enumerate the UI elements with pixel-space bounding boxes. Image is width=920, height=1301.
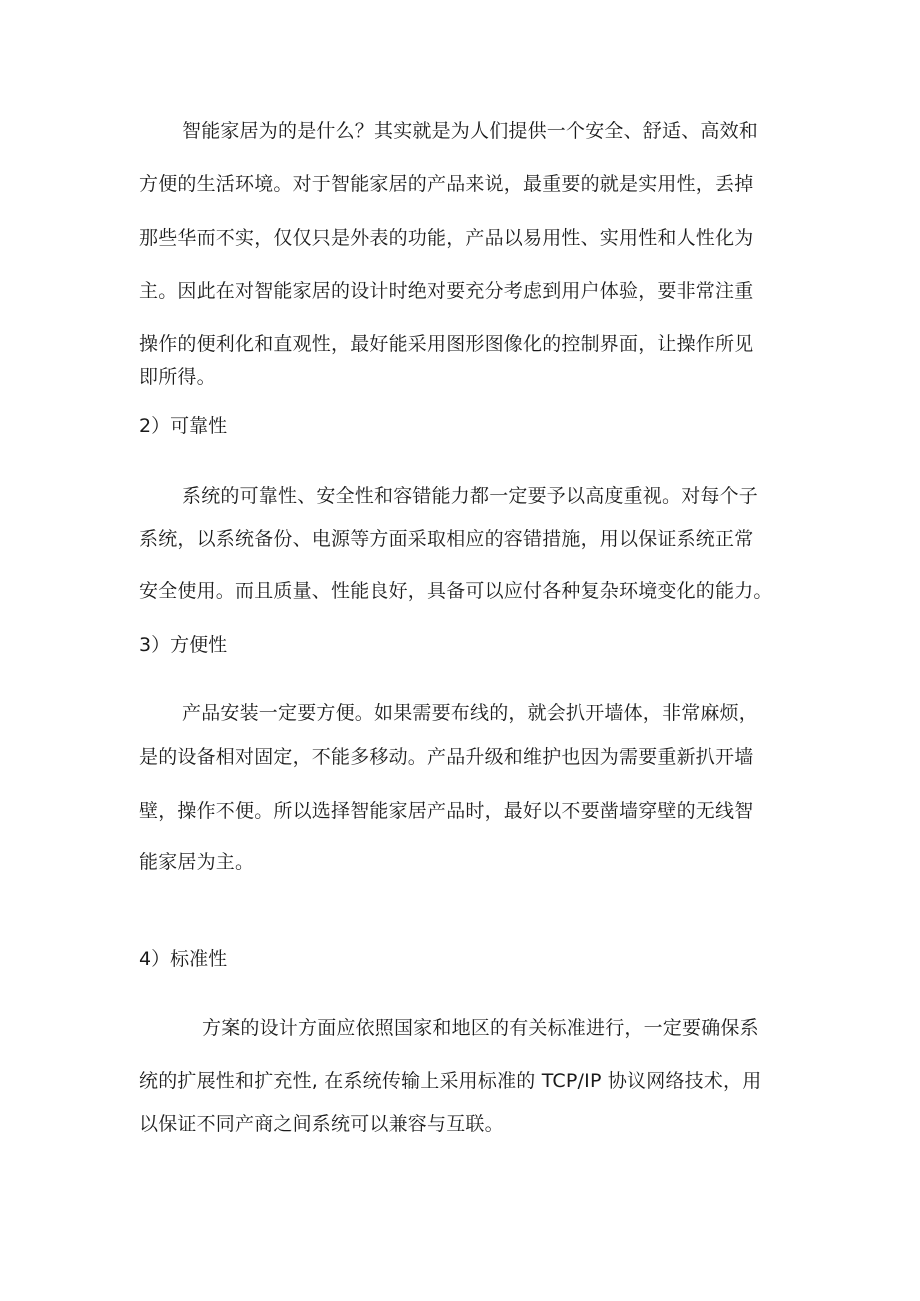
section-heading: 3）方便性 [139,634,228,656]
paragraph-line: 系统的可靠性、安全性和容错能力都一定要予以高度重视。对每个子 [182,485,759,507]
paragraph-line: 系统，以系统备份、电源等方面采取相应的容错措施，用以保证系统正常 [139,528,754,550]
paragraph-line: 智能家居为的是什么？其实就是为人们提供一个安全、舒适、高效和 [182,120,759,142]
paragraph-line: 壁，操作不便。所以选择智能家居产品时，最好以不要凿墙穿壁的无线智 [139,800,754,822]
section-heading: 2）可靠性 [139,415,228,437]
paragraph-line: 以保证不同产商之间系统可以兼容与互联。 [139,1113,504,1135]
paragraph-line: 安全使用。而且质量、性能良好，具备可以应付各种复杂环境变化的能力。 [139,580,773,602]
paragraph-line: 产品安装一定要方便。如果需要布线的，就会扒开墙体，非常麻烦， [182,702,759,724]
paragraph-line: 是的设备相对固定，不能多移动。产品升级和维护也因为需要重新扒开墙 [139,746,754,768]
paragraph-line: 方便的生活环境。对于智能家居的产品来说，最重要的就是实用性，丢掉 [139,173,754,195]
paragraph-line: 那些华而不实，仅仅只是外表的功能，产品以易用性、实用性和人性化为 [139,227,754,249]
paragraph-line: 统的扩展性和扩充性, 在系统传输上采用标准的 TCP/IP 协议网络技术，用 [139,1070,762,1092]
paragraph-line: 即所得。 [139,366,216,388]
paragraph-line: 方案的设计方面应依照国家和地区的有关标准进行，一定要确保系 [202,1017,759,1039]
section-heading: 4）标准性 [139,948,228,970]
paragraph-line: 主。因此在对智能家居的设计时绝对要充分考虑到用户体验，要非常注重 [139,280,754,302]
paragraph-line: 能家居为主。 [139,851,255,873]
paragraph-line: 操作的便利化和直观性，最好能采用图形图像化的控制界面，让操作所见 [139,333,754,355]
